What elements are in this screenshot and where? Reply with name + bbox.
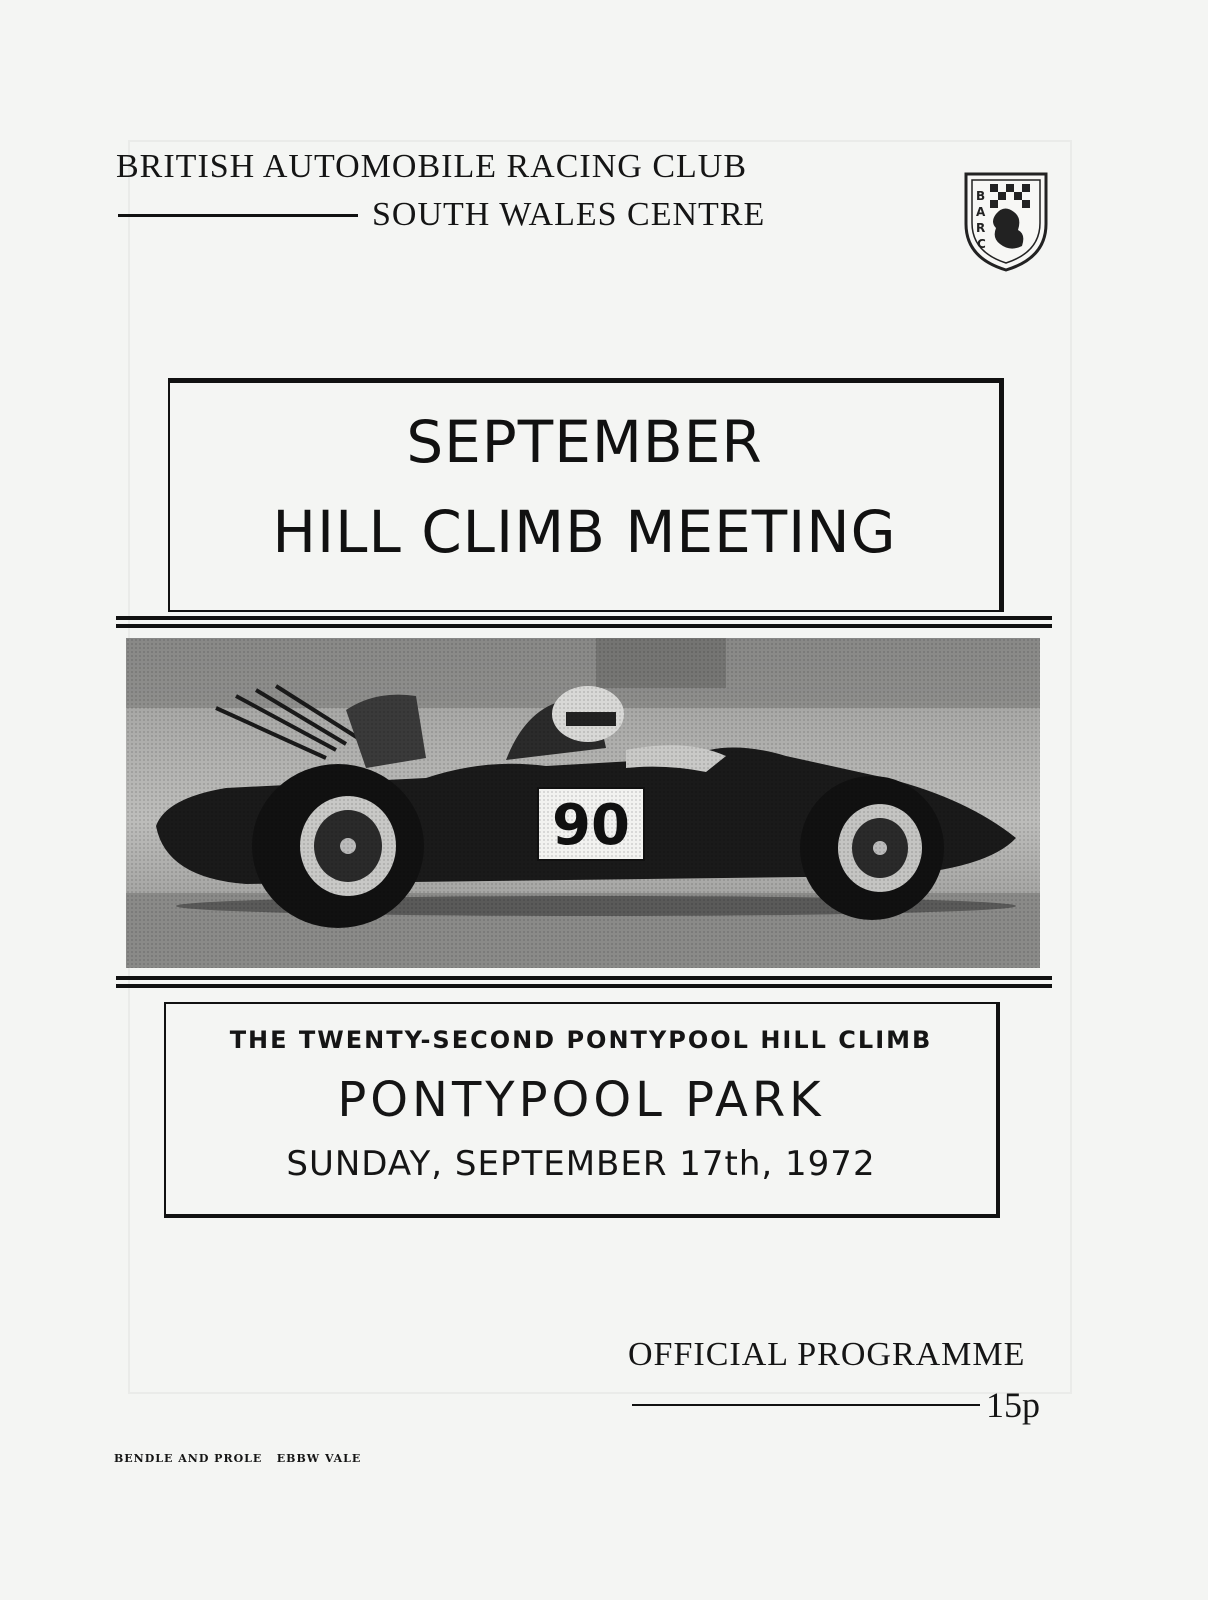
svg-text:A: A	[976, 205, 986, 219]
racing-car-photo	[126, 638, 1040, 968]
event-title-month: SEPTEMBER	[406, 408, 763, 476]
header-rule	[118, 214, 358, 217]
event-title-box	[168, 378, 1004, 612]
svg-text:C: C	[977, 237, 986, 251]
club-name: BRITISH AUTOMOBILE RACING CLUB	[116, 148, 748, 185]
event-info-box	[164, 1002, 1000, 1218]
programme-price: 15p	[986, 1385, 1040, 1425]
double-rule-top-2	[116, 624, 1052, 628]
event-edition: THE TWENTY-SECOND PONTYPOOL HILL CLIMB	[229, 1026, 933, 1054]
svg-text:R: R	[976, 221, 986, 235]
club-centre: SOUTH WALES CENTRE	[372, 196, 766, 233]
event-date: SUNDAY, SEPTEMBER 17th, 1972	[286, 1144, 876, 1184]
double-rule-top-1	[116, 616, 1052, 620]
double-rule-bottom-1	[116, 976, 1052, 980]
barc-crest-logo	[960, 168, 1052, 274]
double-rule-bottom-2	[116, 984, 1052, 988]
price-rule	[632, 1404, 980, 1406]
svg-text:B: B	[976, 189, 986, 203]
programme-label: OFFICIAL PROGRAMME	[628, 1336, 1026, 1373]
printer-credit: BENDLE AND PROLE EBBW VALE	[114, 1452, 362, 1465]
event-title-name: HILL CLIMB MEETING	[272, 498, 897, 566]
event-venue: PONTYPOOL PARK	[337, 1072, 825, 1128]
